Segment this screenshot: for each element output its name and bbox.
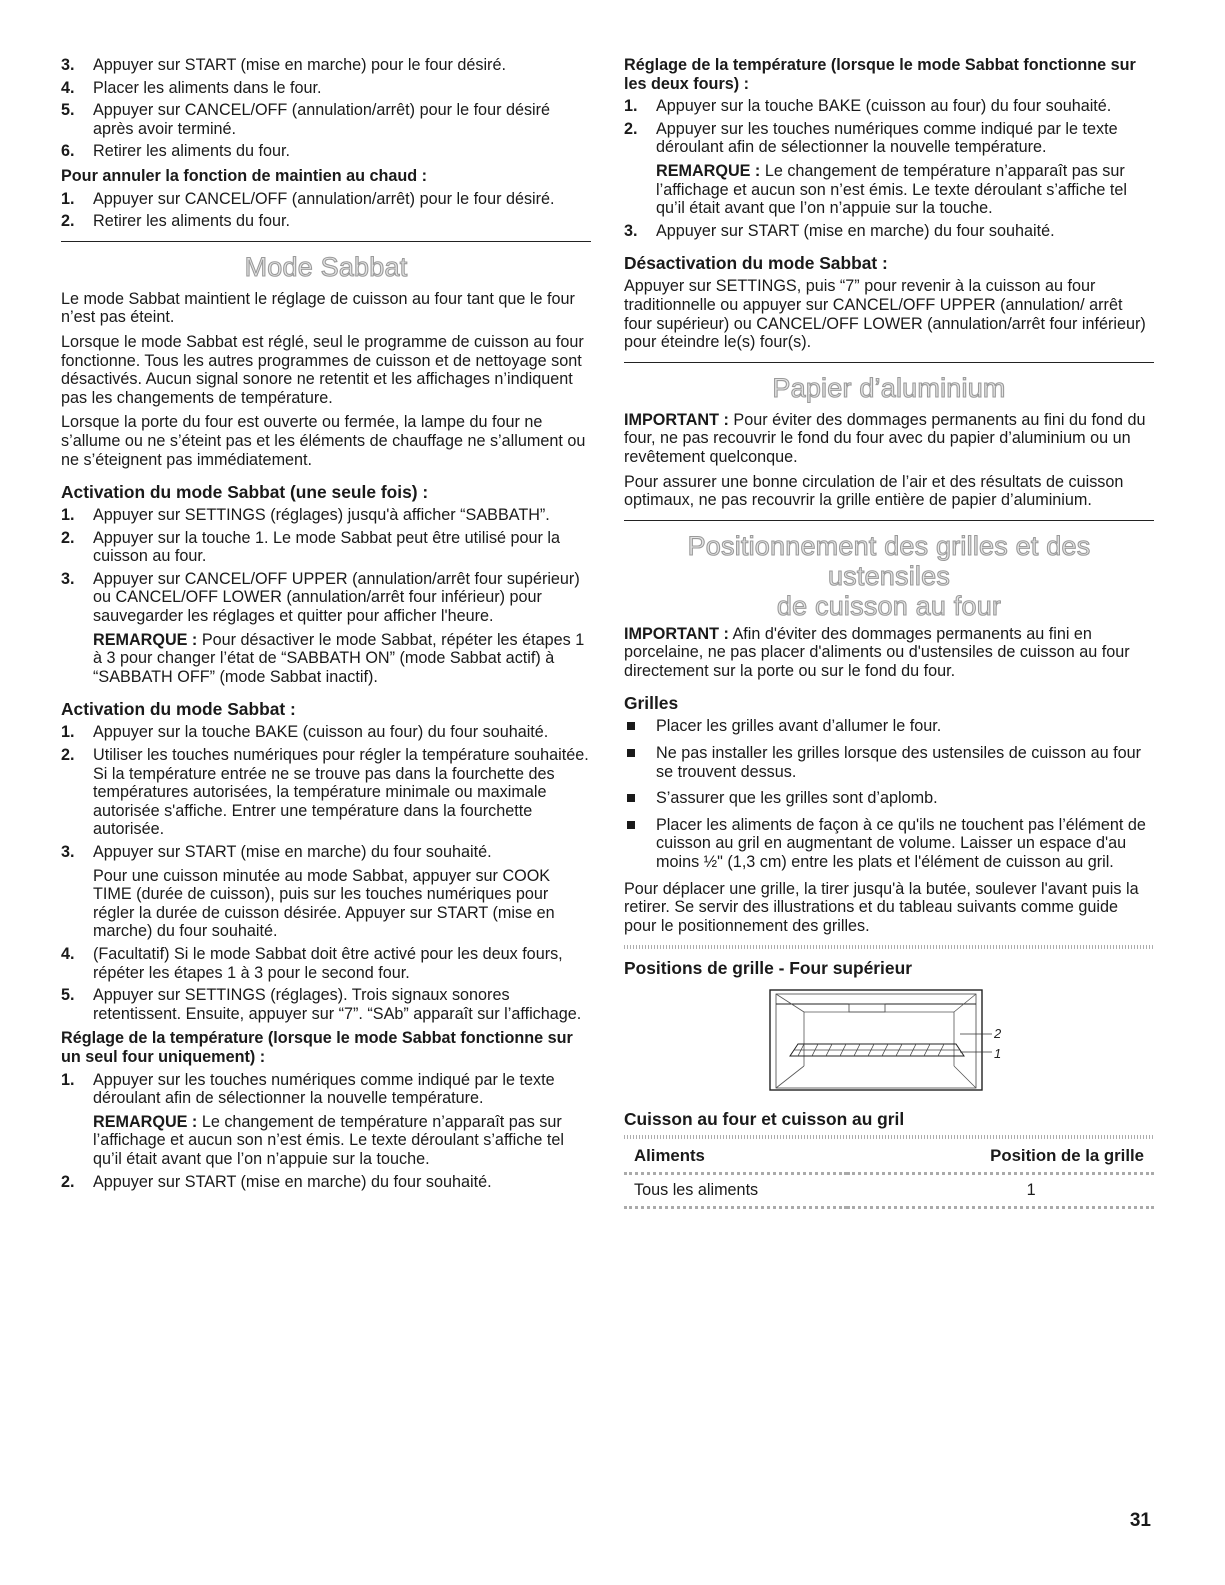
divider	[61, 241, 591, 242]
table-heading: Cuisson au four et cuisson au gril	[624, 1109, 905, 1130]
dotted-divider	[624, 1135, 1154, 1139]
list-item: 1. Appuyer sur la touche BAKE (cuisson au four) du four souhaité.	[61, 723, 549, 742]
both-ovens-heading: Réglage de la température (lorsque le mode Sabbat fonctionne sur les deux fours) :	[624, 56, 1136, 93]
list-item: 3. Appuyer sur START (mise en marche) du four souhaité.	[624, 221, 1055, 240]
column-header: Aliments	[634, 1146, 705, 1166]
note: Pour une cuisson minutée au mode Sabbat, appuyer sur COOK TIME (durée de cuisson), puis sur les touches numériques pour régler la durée de cuisson désirée. Appuyer sur START (mise en marche) du four souhaité.	[93, 866, 555, 941]
column-header: Position de la grille	[990, 1146, 1144, 1166]
list-item: 3. Appuyer sur START (mise en marche) du four souhaité. Pour une cuisson minutée au mode Sabbat, appuyer sur COOK TIME (durée de cuisson), puis sur les touches numériques pour régler la durée de cuisson désirée. Appuyer sur START (mise en marche) du four souhaité.	[61, 843, 591, 941]
note: REMARQUE : Le changement de température n’apparaît pas sur l’affichage et aucun son n’est émis. Le texte déroulant s’affiche tel qu’il était avant que l’on n’appuie sur la touche.	[93, 1112, 564, 1168]
square-bullet-icon	[627, 794, 635, 802]
list-item: S’assurer que les grilles sont d’aplomb.	[624, 789, 1154, 808]
grilles-heading: Grilles	[624, 693, 679, 714]
list-item: 2. Retirer les aliments du four.	[61, 212, 291, 231]
divider	[624, 520, 1154, 521]
single-oven-heading: Réglage de la température (lorsque le mode Sabbat fonctionne sur un seul four uniquement) :	[61, 1029, 573, 1066]
list-item: Ne pas installer les grilles lorsque des ustensiles de cuisson au four se trouvent dessus.	[624, 744, 1154, 781]
rack-position-table	[624, 1141, 1154, 1208]
paragraph: Le mode Sabbat maintient le réglage de cuisson au four tant que le four n’est pas éteint.	[61, 289, 575, 327]
racks-section-title: Positionnement des grilles et des ustensiles de cuisson au four	[687, 530, 1091, 621]
list-item: 3. Appuyer sur START (mise en marche) pour le four désiré.	[61, 56, 506, 74]
dotted-divider	[624, 945, 1154, 949]
activation-once-heading: Activation du mode Sabbat (une seule fois) :	[61, 482, 429, 503]
right-column	[624, 56, 1154, 1209]
positions-heading: Positions de grille - Four supérieur	[624, 958, 912, 979]
table-cell: Tous les aliments	[634, 1181, 759, 1199]
rack-position-label: 1	[994, 1046, 1002, 1062]
paragraph: IMPORTANT : Pour éviter des dommages permanents au fini du fond du four, ne pas recouvrir le fond du four avec du papier d’aluminium ou un revêtement quelconque.	[624, 410, 1146, 466]
foil-section-title: Papier d’aluminium	[772, 372, 1006, 403]
paragraph: IMPORTANT : Afin d'éviter des dommages permanents au fini en porcelaine, ne pas placer d'aliments ou d'ustensiles de cuisson au four directement sur la porte ou sur le fond du four.	[624, 624, 1130, 680]
list-item: Placer les grilles avant d’allumer le four.	[624, 717, 1154, 736]
list-item: 3. Appuyer sur CANCEL/OFF UPPER (annulation/arrêt four supérieur) ou CANCEL/OFF LOWER (annulation/arrêt four inférieur) pour sauvegarder les réglages et quitter pour afficher l'heure. REMARQUE : Pour désactiver le mode Sabbat, répéter les étapes 1 à 3 pour changer l’état de “SABBATH ON” (mode Sabbat actif) à “SABBATH OFF” (mode Sabbat inactif).	[61, 570, 591, 687]
list-item: 1. Appuyer sur SETTINGS (réglages) jusqu'à afficher “SABBATH”.	[61, 506, 550, 525]
square-bullet-icon	[627, 821, 635, 829]
oven-rack-illustration	[764, 986, 1014, 1096]
rack-position-label: 2	[994, 1026, 1002, 1042]
paragraph: Pour assurer une bonne circulation de l’air et des résultats de cuisson optimaux, ne pas recouvrir la grille entière de papier d’aluminium.	[624, 472, 1124, 510]
cancel-heading: Pour annuler la fonction de maintien au chaud :	[61, 166, 428, 185]
deactivation-heading: Désactivation du mode Sabbat :	[624, 253, 888, 274]
table-cell: 1	[1026, 1181, 1036, 1199]
list-item: 2. Appuyer sur les touches numériques comme indiqué par le texte déroulant afin de sélectionner la nouvelle température. REMARQUE : Le changement de température n’apparaît pas sur l’affichage et aucun son n’est émis. Le texte déroulant s’affiche tel qu’il était avant que l’on n’appuie sur la touche.	[624, 120, 1154, 218]
table-header-row	[624, 1141, 1154, 1173]
list-item: 2. Utiliser les touches numériques pour régler la température souhaitée. Si la température entrée ne se trouve pas dans la fourchette des températures autorisées, la température minimale ou maximale autorisée s'affiche. Entrer une température dans la fourchette autorisée.	[61, 746, 589, 839]
list-item: 5. Appuyer sur SETTINGS (réglages). Trois signaux sonores retentissent. Ensuite, appuyer sur “7”. “SAb” apparaît sur l’affichage.	[61, 986, 582, 1023]
grilles-list	[624, 717, 1154, 871]
paragraph: Pour déplacer une grille, la tirer jusqu'à la butée, soulever l'avant puis la retirer. Se servir des illustrations et du tableau suivants comme guide pour le positionnement des grilles.	[624, 879, 1139, 935]
activation-heading: Activation du mode Sabbat :	[61, 699, 296, 720]
table-row	[624, 1174, 1154, 1208]
single-oven-list	[61, 1071, 591, 1192]
list-item: Placer les aliments de façon à ce qu'ils ne touchent pas l’élément de cuisson au gril en augmentant de volume. Laisser un espace d'au moins ½" (1,3 cm) entre les plats et l'élément de cuisson au gril.	[624, 816, 1154, 872]
note: REMARQUE : Pour désactiver le mode Sabbat, répéter les étapes 1 à 3 pour changer l’état de “SABBATH ON” (mode Sabbat actif) à “SABBATH OFF” (mode Sabbat inactif).	[93, 630, 585, 686]
square-bullet-icon	[627, 722, 635, 730]
cancel-steps-list	[61, 190, 591, 231]
square-bullet-icon	[627, 749, 635, 757]
list-item: 4. Placer les aliments dans le four.	[61, 78, 322, 97]
steps-top-list	[61, 56, 591, 161]
sabbath-section-title: Mode Sabbat	[244, 251, 408, 282]
list-item: 5. Appuyer sur CANCEL/OFF (annulation/arrêt) pour le four désiré après avoir terminé.	[61, 101, 551, 138]
oven-rack-diagram	[764, 986, 1014, 1096]
note: REMARQUE : Le changement de température n’apparaît pas sur l’affichage et aucun son n’est émis. Le texte déroulant s’affiche tel qu’il était avant que l’on n’appuie sur la touche.	[656, 161, 1127, 218]
list-item: 1. Appuyer sur les touches numériques comme indiqué par le texte déroulant afin de sélectionner la nouvelle température. REMARQUE : Le changement de température n’apparaît pas sur l’affichage et aucun son n’est émis. Le texte déroulant s’affiche tel qu’il était avant que l’on n’appuie sur la touche.	[61, 1071, 591, 1169]
divider	[624, 362, 1154, 363]
activation-list	[61, 723, 591, 1023]
left-column	[61, 56, 591, 1197]
list-item: 2. Appuyer sur la touche 1. Le mode Sabbat peut être utilisé pour la cuisson au four.	[61, 528, 561, 566]
list-item: 1. Appuyer sur la touche BAKE (cuisson au four) du four souhaité.	[624, 97, 1112, 116]
list-item: 6. Retirer les aliments du four.	[61, 142, 291, 161]
list-item: 2. Appuyer sur START (mise en marche) du four souhaité.	[61, 1172, 492, 1191]
list-item: 1. Appuyer sur CANCEL/OFF (annulation/arrêt) pour le four désiré.	[61, 189, 555, 208]
paragraph: Lorsque la porte du four est ouverte ou fermée, la lampe du four ne s’allume ou ne s’éteint pas et les éléments de chauffage ne s’allument ou ne s’éteignent pas immédiatement.	[61, 413, 586, 469]
paragraph: Lorsque le mode Sabbat est réglé, seul le programme de cuisson au four fonctionne. Tous les autres programmes de cuisson et de nettoyage sont désactivés. Aucun signal sonore ne retentit et les affichages n’indiquent pas les changements de température.	[61, 332, 584, 407]
both-ovens-list	[624, 97, 1154, 240]
activation-once-list	[61, 506, 591, 686]
page-number: 31	[1129, 1510, 1151, 1531]
paragraph: Appuyer sur SETTINGS, puis “7” pour revenir à la cuisson au four traditionnelle ou appuyer sur CANCEL/OFF UPPER (annulation/ arrêt four supérieur) ou CANCEL/OFF LOWER (annulation/arrêt four inférieur) pour éteindre le(s) four(s).	[624, 277, 1146, 352]
list-item: 4. (Facultatif) Si le mode Sabbat doit être activé pour les deux fours, répéter les étapes 1 à 3 pour le second four.	[61, 944, 563, 982]
